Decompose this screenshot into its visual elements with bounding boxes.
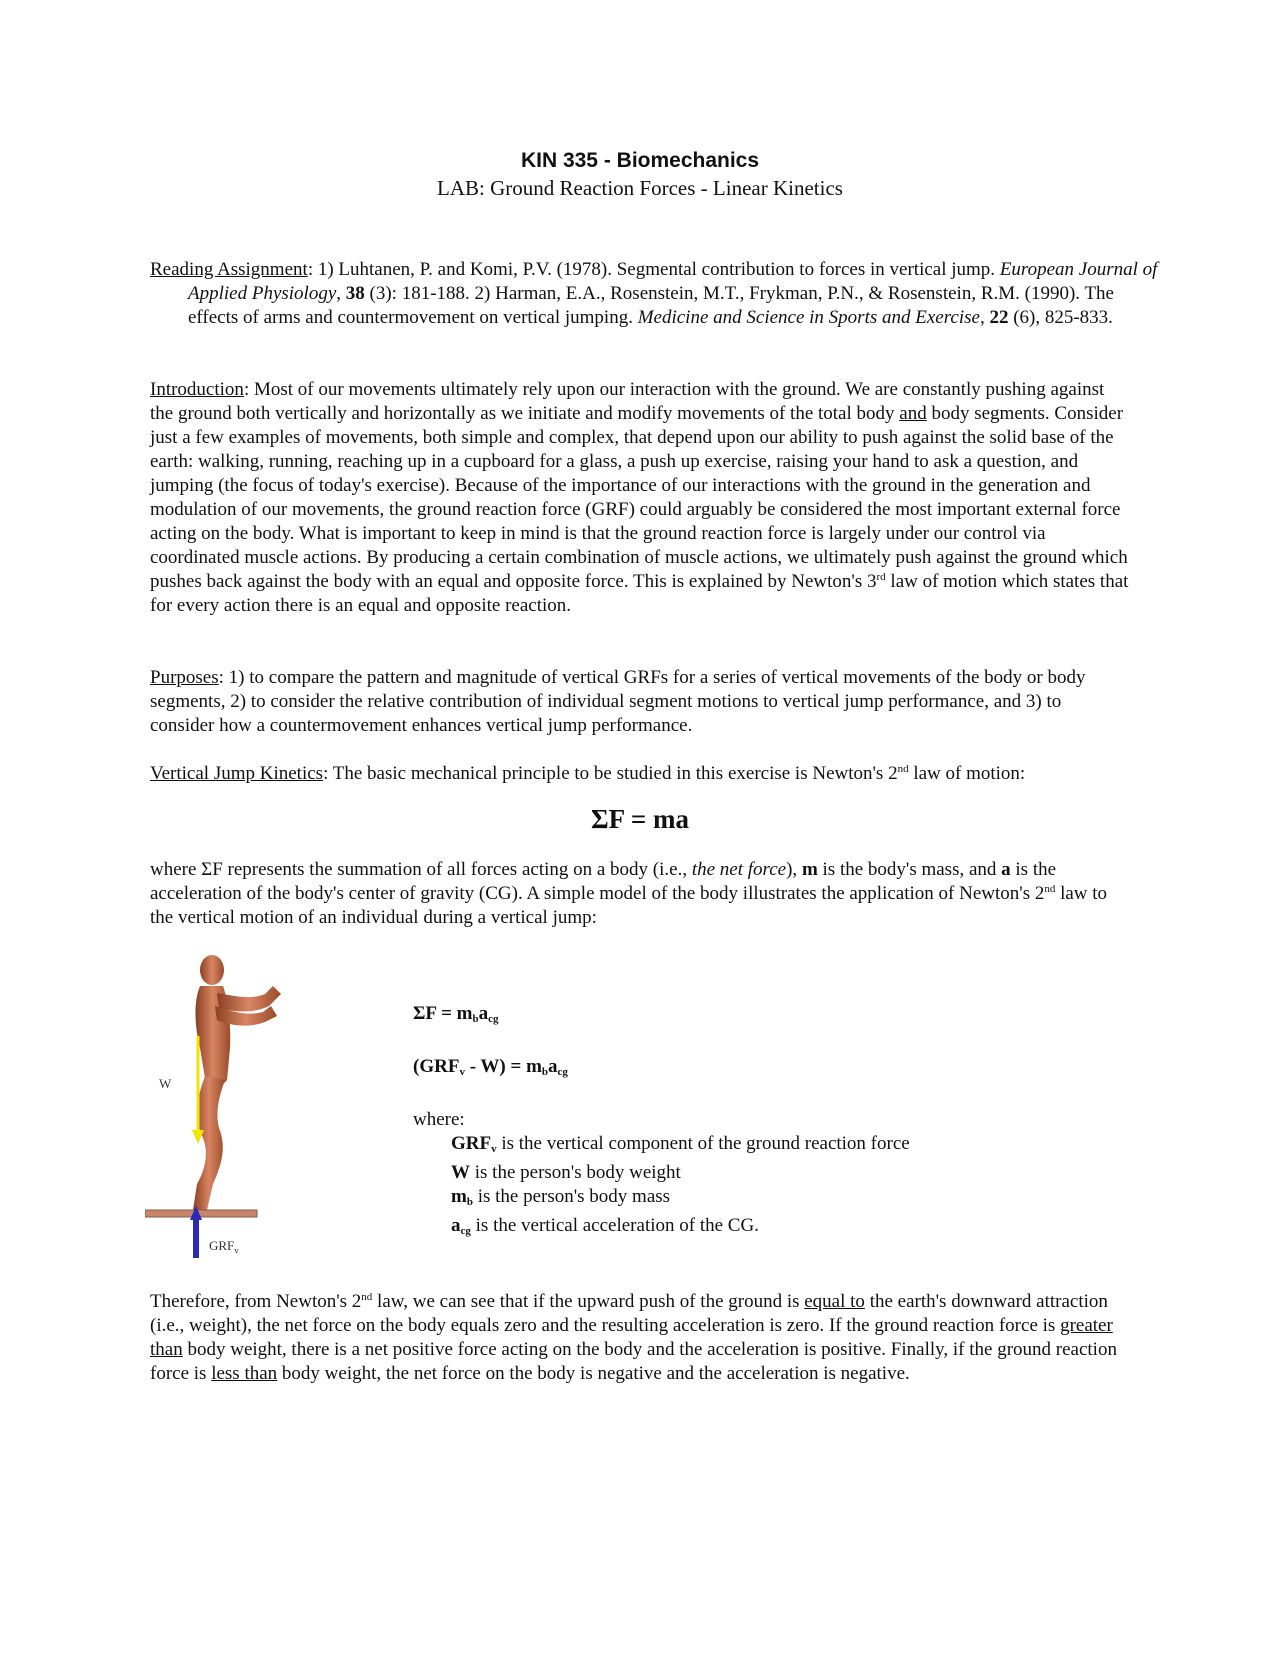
force-platform bbox=[145, 1210, 257, 1217]
volume-1: 38 bbox=[345, 283, 365, 304]
equations-block bbox=[413, 1002, 1063, 1243]
acceleration-symbol: a bbox=[1001, 859, 1011, 880]
mass-symbol: m bbox=[801, 859, 818, 880]
grf-label: $GRF_v$ bbox=[209, 1238, 239, 1256]
equation-2: $(GRF_v - W) = m_ba_{cg}$ bbox=[413, 1056, 568, 1078]
figure-head bbox=[200, 955, 224, 985]
introduction-text-1: : Most of our movements ultimately rely upon our interaction with the ground. We are constantly pushing against the ground both vertically and horizontally as we initiate and modify movements of the total body bbox=[150, 379, 1105, 424]
superscript-nd-1: nd bbox=[897, 763, 909, 775]
where-text-2: ), bbox=[786, 859, 802, 880]
where-text-3: is the body's mass, and bbox=[817, 859, 1002, 880]
page-title: KIN 335 - Biomechanics bbox=[520, 149, 760, 172]
where-text-4: is the acceleration of the body's center of gravity (CG). A simple model of the body illustrates the application of Newton's 2 bbox=[150, 859, 1057, 904]
reading-text-1: : 1) Luhtanen, P. and Komi, P.V. (1978). Segmental contribution to forces in vertical jump. bbox=[307, 259, 1000, 280]
journal-title-1: European Journal of Applied Physiology bbox=[188, 259, 1158, 304]
main-equation: ΣF = ma bbox=[590, 804, 690, 834]
superscript-nd-2: nd bbox=[1044, 883, 1056, 895]
weight-arrow-head bbox=[192, 1130, 204, 1144]
journal-title-2: Medicine and Science in Sports and Exercise bbox=[637, 307, 980, 328]
equal-to-term: equal to bbox=[804, 1291, 865, 1312]
superscript-rd: rd bbox=[876, 571, 886, 583]
less-than-term: less than bbox=[211, 1363, 278, 1384]
reading-assignment-paragraph: Reading Assignment: 1) Luhtanen, P. and Komi, P.V. (1978). Segmental contribution to forces in vertical jump. European Journal of Applied Physiology, 38 (3): 181-188. 2) Harman, E.A., Rosenstein, M.T., Frykman, P.N., & Rosenstein, R.M. (1990). The effects of arms and countermovement on vertical jumping. Medicine and Science in Sports and Exercise, 22 (6), 825-833. bbox=[150, 259, 1158, 328]
volume-2: 22 bbox=[989, 307, 1009, 328]
weight-label: W bbox=[159, 1076, 172, 1091]
reading-assignment-label: Reading Assignment bbox=[150, 259, 308, 280]
introduction-label: Introduction bbox=[150, 379, 244, 400]
vjk-text-2: law of motion: bbox=[908, 763, 1026, 784]
therefore-paragraph: Therefore, from Newton's 2nd law, we can see that if the upward push of the ground is equal to the earth's downward attraction (i.e., weight), the net force on the body equals zero and the resulting acceleration is zero. If the ground reaction force is greater than body weight, there is a net positive force acting on the body and the acceleration is positive. Finally, if the ground reaction force is less than body weight, the net force on the body is negative and the acceleration is negative. bbox=[150, 1291, 1117, 1384]
definition-weight: W is the person's body weight bbox=[451, 1162, 681, 1183]
jumper-figure bbox=[145, 948, 325, 1258]
page-subtitle: LAB: Ground Reaction Forces - Linear Kinetics bbox=[437, 176, 843, 200]
where-text-5: law to the vertical motion of an individual during a vertical jump: bbox=[150, 883, 1108, 928]
reading-text-2: (3): 181-188. 2) Harman, E.A., Rosenstein, M.T., Frykman, P.N., & Rosenstein, R.M. (1990). The effects of arms and countermovement on vertical jumping. bbox=[188, 283, 1114, 328]
greater-than-term: greater than bbox=[150, 1315, 1113, 1360]
definition-grf: $GRF_v$ is the vertical component of the ground reaction force bbox=[451, 1133, 910, 1155]
net-force-term: the net force bbox=[691, 859, 787, 880]
grf-arrow-shaft bbox=[193, 1218, 199, 1258]
definition-mass: $m_b$ is the person's body mass bbox=[451, 1186, 671, 1208]
vjk-text-1: : The basic mechanical principle to be studied in this exercise is Newton's 2 bbox=[323, 763, 898, 784]
vjk-label: Vertical Jump Kinetics bbox=[150, 763, 324, 784]
superscript-nd-3: nd bbox=[361, 1291, 373, 1303]
introduction-paragraph bbox=[150, 378, 1130, 618]
purposes-paragraph bbox=[150, 666, 1130, 738]
vertical-jump-kinetics-paragraph bbox=[150, 762, 1130, 786]
where-text-1: where ΣF represents the summation of all forces acting on a body (i.e., bbox=[150, 859, 692, 880]
purposes-text: : 1) to compare the pattern and magnitude of vertical GRFs for a series of vertical movements of the body or body segments, 2) to consider the relative contribution of individual segment motions to vertical jump performance, and 3) to consider how a countermovement enhances vertical jump performance. bbox=[150, 667, 1086, 736]
introduction-text-2: body segments. Consider just a few examples of movements, both simple and complex, that depend upon our ability to push against the solid base of the earth: walking, running, reaching up in a cupboard for a glass, a push up exercise, raising your hand to ask a question, and jumping (the focus of today's exercise). Because of the importance of our interactions with the ground in the generation and modulation of our movements, the ground reaction force (GRF) could arguably be considered the most important external force acting on the body. What is important to keep in mind is that the ground reaction force is largely under our control via coordinated muscle actions. By producing a certain combination of muscle actions, we ultimately push against the ground which pushes back against the body with an equal and opposite force. This is explained by Newton's 3 bbox=[150, 403, 1128, 592]
introduction-text-3: law of motion which states that for every action there is an equal and opposite reaction. bbox=[150, 571, 1129, 616]
where-paragraph bbox=[150, 858, 1130, 930]
purposes-label: Purposes bbox=[150, 667, 219, 688]
definition-acceleration: $a_{cg}$ is the vertical acceleration of the CG. bbox=[451, 1215, 759, 1237]
reading-text-3: (6), 825-833. bbox=[1008, 307, 1113, 328]
equation-1: $\Sigma F = m_ba_{cg}$ bbox=[413, 1003, 499, 1025]
introduction-and: and bbox=[899, 403, 927, 424]
jumper-illustration bbox=[145, 948, 325, 1258]
where-label: where: bbox=[413, 1109, 465, 1130]
